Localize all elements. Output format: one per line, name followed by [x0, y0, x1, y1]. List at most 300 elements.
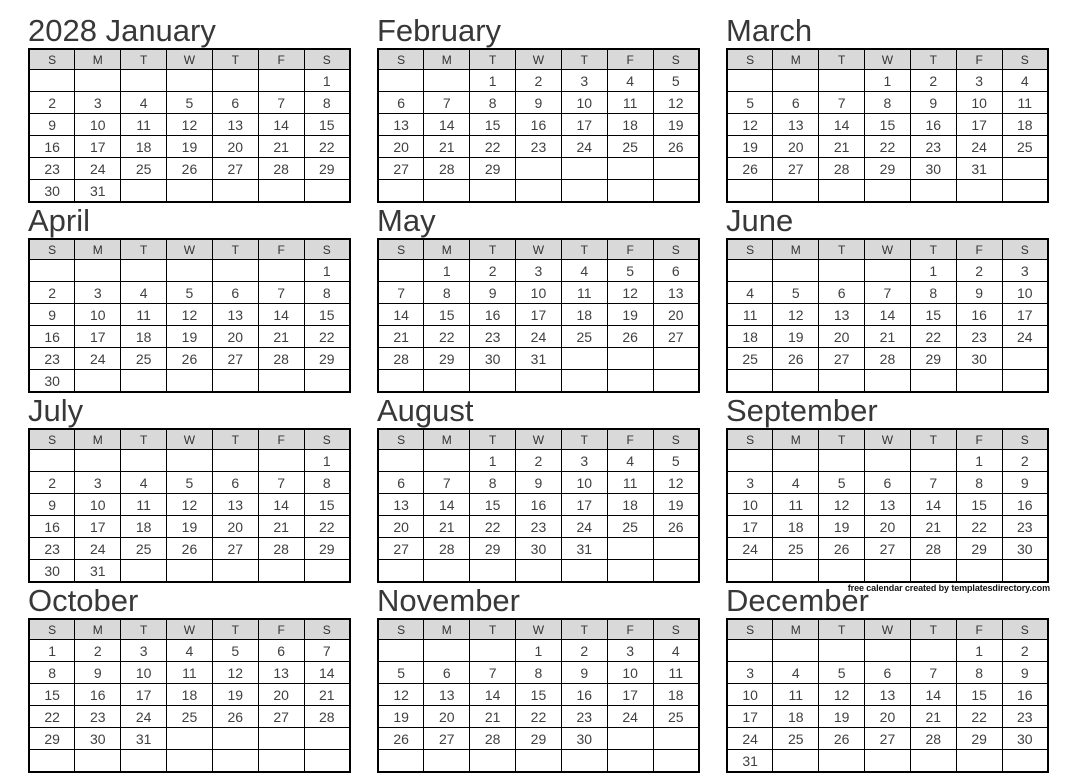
day-cell: 13: [212, 114, 258, 136]
day-cell: 15: [29, 684, 75, 706]
day-cell: 21: [424, 516, 470, 538]
day-cell: 7: [378, 282, 424, 304]
day-cell: 24: [727, 538, 773, 560]
day-cell: 5: [773, 282, 819, 304]
empty-day-cell: [167, 750, 213, 773]
day-header-cell: W: [865, 429, 911, 450]
day-cell: 23: [29, 158, 75, 180]
empty-day-cell: [75, 750, 121, 773]
day-cell: 4: [121, 282, 167, 304]
day-cell: 19: [653, 114, 699, 136]
day-header-cell: F: [956, 49, 1002, 70]
empty-day-cell: [561, 158, 607, 180]
day-cell: 26: [167, 538, 213, 560]
empty-day-cell: [378, 450, 424, 472]
day-cell: 5: [212, 640, 258, 662]
day-cell: 21: [819, 136, 865, 158]
day-cell: 24: [727, 728, 773, 750]
empty-day-cell: [727, 560, 773, 583]
month-title: 2028 January: [28, 13, 216, 48]
empty-day-cell: [212, 70, 258, 92]
day-cell: 22: [956, 706, 1002, 728]
day-header-cell: T: [470, 619, 516, 640]
day-cell: 2: [29, 472, 75, 494]
empty-day-cell: [773, 370, 819, 393]
day-cell: 27: [212, 158, 258, 180]
empty-day-cell: [121, 370, 167, 393]
day-cell: 29: [865, 158, 911, 180]
day-cell: 14: [258, 494, 304, 516]
empty-day-cell: [304, 370, 350, 393]
day-cell: 24: [75, 348, 121, 370]
day-cell: 21: [910, 706, 956, 728]
day-cell: 29: [424, 348, 470, 370]
month-table-body: [378, 260, 699, 393]
day-cell: 8: [470, 472, 516, 494]
day-cell: 19: [607, 304, 653, 326]
day-cell: 5: [819, 472, 865, 494]
day-cell: 10: [75, 114, 121, 136]
day-header-cell: S: [378, 429, 424, 450]
week-row: [727, 728, 1048, 750]
day-cell: 12: [212, 662, 258, 684]
empty-day-cell: [956, 370, 1002, 393]
day-cell: 3: [75, 92, 121, 114]
day-cell: 28: [378, 348, 424, 370]
day-cell: 21: [910, 516, 956, 538]
day-cell: 17: [1002, 304, 1048, 326]
day-header-cell: T: [819, 619, 865, 640]
week-row: [727, 750, 1048, 773]
day-cell: 19: [167, 516, 213, 538]
day-cell: 7: [424, 472, 470, 494]
month-table: [377, 618, 700, 773]
month-table: [377, 48, 700, 203]
day-cell: 26: [819, 728, 865, 750]
day-header-cell: T: [910, 49, 956, 70]
day-header-cell: T: [561, 429, 607, 450]
empty-day-cell: [727, 450, 773, 472]
week-row: [378, 260, 699, 282]
empty-day-cell: [1002, 180, 1048, 203]
day-cell: 7: [910, 662, 956, 684]
day-cell: 3: [956, 70, 1002, 92]
month-july: [28, 394, 351, 584]
day-cell: 3: [75, 282, 121, 304]
week-row: [378, 750, 699, 773]
day-cell: 14: [910, 684, 956, 706]
day-cell: 31: [956, 158, 1002, 180]
month-title: February: [377, 13, 502, 48]
day-cell: 19: [727, 136, 773, 158]
empty-day-cell: [121, 450, 167, 472]
month-table: [28, 48, 351, 203]
month-table-body: [727, 70, 1048, 203]
day-cell: 20: [653, 304, 699, 326]
day-header-row: [29, 49, 350, 70]
week-row: [378, 70, 699, 92]
day-header-cell: M: [424, 619, 470, 640]
day-cell: 20: [378, 516, 424, 538]
empty-day-cell: [910, 560, 956, 583]
empty-day-cell: [727, 640, 773, 662]
day-cell: 14: [470, 684, 516, 706]
day-cell: 23: [561, 706, 607, 728]
month-table-head: [378, 239, 699, 260]
day-cell: 1: [865, 70, 911, 92]
day-cell: 1: [910, 260, 956, 282]
week-row: [29, 450, 350, 472]
day-cell: 13: [258, 662, 304, 684]
day-cell: 10: [956, 92, 1002, 114]
month-table: [28, 428, 351, 583]
week-row: [727, 450, 1048, 472]
day-header-cell: T: [910, 239, 956, 260]
day-cell: 4: [773, 662, 819, 684]
empty-day-cell: [29, 750, 75, 773]
day-cell: 5: [378, 662, 424, 684]
day-cell: 8: [865, 92, 911, 114]
empty-day-cell: [378, 370, 424, 393]
empty-day-cell: [378, 640, 424, 662]
day-cell: 25: [121, 158, 167, 180]
empty-day-cell: [167, 728, 213, 750]
week-row: [727, 538, 1048, 560]
day-cell: 22: [304, 326, 350, 348]
week-row: [727, 70, 1048, 92]
day-cell: 25: [607, 136, 653, 158]
day-cell: 30: [516, 538, 562, 560]
day-cell: 1: [424, 260, 470, 282]
day-cell: 13: [773, 114, 819, 136]
week-row: [29, 494, 350, 516]
day-cell: 28: [424, 158, 470, 180]
empty-day-cell: [561, 180, 607, 203]
day-cell: 3: [1002, 260, 1048, 282]
day-cell: 25: [1002, 136, 1048, 158]
month-table-head: [727, 619, 1048, 640]
day-cell: 22: [424, 326, 470, 348]
empty-day-cell: [29, 70, 75, 92]
day-cell: 30: [29, 370, 75, 393]
day-cell: 16: [29, 516, 75, 538]
day-cell: 13: [424, 684, 470, 706]
empty-day-cell: [516, 750, 562, 773]
week-row: [727, 114, 1048, 136]
day-cell: 20: [865, 706, 911, 728]
month-2028-january: [28, 14, 351, 204]
day-cell: 3: [607, 640, 653, 662]
day-header-cell: T: [561, 49, 607, 70]
empty-day-cell: [75, 260, 121, 282]
day-cell: 1: [304, 70, 350, 92]
month-october: [28, 584, 351, 774]
week-row: [29, 370, 350, 393]
day-cell: 2: [561, 640, 607, 662]
day-cell: 12: [653, 92, 699, 114]
week-row: [378, 326, 699, 348]
day-cell: 5: [727, 92, 773, 114]
empty-day-cell: [258, 728, 304, 750]
week-row: [378, 136, 699, 158]
day-cell: 22: [304, 136, 350, 158]
day-cell: 6: [212, 282, 258, 304]
empty-day-cell: [212, 750, 258, 773]
day-header-cell: S: [29, 429, 75, 450]
empty-day-cell: [865, 370, 911, 393]
day-header-cell: W: [516, 239, 562, 260]
day-cell: 10: [121, 662, 167, 684]
day-cell: 11: [121, 304, 167, 326]
empty-day-cell: [727, 180, 773, 203]
day-header-cell: T: [819, 239, 865, 260]
day-cell: 13: [865, 494, 911, 516]
day-cell: 15: [470, 494, 516, 516]
empty-day-cell: [212, 370, 258, 393]
month-august: [377, 394, 700, 584]
month-june: [726, 204, 1049, 394]
empty-day-cell: [121, 750, 167, 773]
empty-day-cell: [607, 538, 653, 560]
day-cell: 12: [773, 304, 819, 326]
empty-day-cell: [258, 180, 304, 203]
day-cell: 19: [653, 494, 699, 516]
day-header-cell: M: [773, 619, 819, 640]
week-row: [378, 472, 699, 494]
empty-day-cell: [304, 728, 350, 750]
month-table: [28, 238, 351, 393]
day-header-cell: S: [304, 619, 350, 640]
day-header-cell: S: [1002, 429, 1048, 450]
day-cell: 26: [607, 326, 653, 348]
day-cell: 7: [258, 282, 304, 304]
week-row: [378, 684, 699, 706]
month-table: [377, 428, 700, 583]
month-title: July: [28, 393, 84, 428]
week-row: [378, 114, 699, 136]
empty-day-cell: [819, 450, 865, 472]
day-cell: 29: [910, 348, 956, 370]
day-cell: 15: [956, 494, 1002, 516]
day-header-cell: S: [727, 239, 773, 260]
day-cell: 24: [121, 706, 167, 728]
day-cell: 24: [75, 538, 121, 560]
day-cell: 28: [865, 348, 911, 370]
empty-day-cell: [727, 70, 773, 92]
day-cell: 24: [607, 706, 653, 728]
day-header-cell: W: [167, 429, 213, 450]
empty-day-cell: [865, 560, 911, 583]
day-cell: 18: [607, 494, 653, 516]
day-cell: 16: [470, 304, 516, 326]
day-cell: 10: [607, 662, 653, 684]
day-cell: 1: [29, 640, 75, 662]
day-header-cell: M: [424, 239, 470, 260]
day-cell: 25: [607, 516, 653, 538]
day-cell: 15: [470, 114, 516, 136]
day-cell: 9: [561, 662, 607, 684]
empty-day-cell: [653, 538, 699, 560]
day-cell: 16: [956, 304, 1002, 326]
empty-day-cell: [75, 450, 121, 472]
empty-day-cell: [773, 260, 819, 282]
week-row: [727, 640, 1048, 662]
day-cell: 10: [75, 494, 121, 516]
week-row: [29, 282, 350, 304]
day-cell: 13: [865, 684, 911, 706]
day-cell: 28: [819, 158, 865, 180]
week-row: [29, 114, 350, 136]
day-header-cell: F: [956, 429, 1002, 450]
empty-day-cell: [167, 260, 213, 282]
day-cell: 21: [304, 684, 350, 706]
day-cell: 3: [561, 450, 607, 472]
day-header-row: [727, 429, 1048, 450]
day-cell: 10: [561, 472, 607, 494]
empty-day-cell: [607, 180, 653, 203]
day-cell: 28: [258, 538, 304, 560]
month-title: June: [726, 203, 794, 238]
day-cell: 20: [212, 326, 258, 348]
empty-day-cell: [773, 450, 819, 472]
day-cell: 17: [121, 684, 167, 706]
week-row: [378, 92, 699, 114]
day-cell: 1: [516, 640, 562, 662]
month-table-head: [727, 429, 1048, 450]
day-cell: 27: [865, 538, 911, 560]
empty-day-cell: [653, 370, 699, 393]
day-cell: 11: [607, 92, 653, 114]
day-cell: 13: [378, 494, 424, 516]
day-cell: 30: [75, 728, 121, 750]
week-row: [29, 706, 350, 728]
week-row: [727, 370, 1048, 393]
day-cell: 29: [29, 728, 75, 750]
day-cell: 1: [956, 640, 1002, 662]
day-cell: 12: [607, 282, 653, 304]
day-cell: 20: [258, 684, 304, 706]
week-row: [378, 494, 699, 516]
day-header-cell: T: [910, 429, 956, 450]
day-cell: 27: [653, 326, 699, 348]
month-table-body: [727, 450, 1048, 583]
day-cell: 10: [1002, 282, 1048, 304]
day-cell: 16: [29, 326, 75, 348]
day-cell: 6: [212, 92, 258, 114]
day-header-cell: F: [258, 429, 304, 450]
month-title: October: [28, 583, 139, 618]
week-row: [727, 260, 1048, 282]
day-cell: 9: [956, 282, 1002, 304]
day-cell: 14: [424, 114, 470, 136]
week-row: [727, 472, 1048, 494]
day-cell: 1: [470, 450, 516, 472]
empty-day-cell: [212, 260, 258, 282]
day-cell: 4: [561, 260, 607, 282]
day-cell: 9: [516, 92, 562, 114]
day-header-cell: S: [304, 239, 350, 260]
empty-day-cell: [424, 370, 470, 393]
month-table-body: [378, 70, 699, 203]
day-cell: 17: [607, 684, 653, 706]
empty-day-cell: [819, 260, 865, 282]
empty-day-cell: [1002, 158, 1048, 180]
day-cell: 28: [424, 538, 470, 560]
week-row: [378, 282, 699, 304]
day-cell: 8: [516, 662, 562, 684]
day-cell: 31: [75, 560, 121, 583]
empty-day-cell: [121, 560, 167, 583]
empty-day-cell: [75, 70, 121, 92]
empty-day-cell: [910, 750, 956, 773]
day-cell: 8: [910, 282, 956, 304]
day-cell: 7: [819, 92, 865, 114]
day-cell: 2: [29, 92, 75, 114]
day-cell: 17: [561, 114, 607, 136]
day-cell: 20: [865, 516, 911, 538]
empty-day-cell: [1002, 560, 1048, 583]
day-cell: 20: [212, 136, 258, 158]
week-row: [727, 326, 1048, 348]
day-cell: 29: [304, 348, 350, 370]
empty-day-cell: [910, 180, 956, 203]
day-cell: 27: [212, 538, 258, 560]
month-table-body: [29, 640, 350, 773]
empty-day-cell: [424, 180, 470, 203]
empty-day-cell: [304, 180, 350, 203]
day-cell: 12: [819, 494, 865, 516]
day-cell: 3: [121, 640, 167, 662]
day-cell: 14: [910, 494, 956, 516]
day-cell: 11: [121, 114, 167, 136]
day-header-cell: F: [956, 619, 1002, 640]
empty-day-cell: [378, 560, 424, 583]
day-cell: 1: [956, 450, 1002, 472]
day-cell: 12: [378, 684, 424, 706]
day-cell: 5: [167, 92, 213, 114]
week-row: [29, 750, 350, 773]
day-cell: 30: [470, 348, 516, 370]
day-cell: 6: [865, 662, 911, 684]
day-cell: 27: [378, 538, 424, 560]
empty-day-cell: [865, 750, 911, 773]
month-march: [726, 14, 1049, 204]
day-cell: 23: [75, 706, 121, 728]
day-header-row: [29, 239, 350, 260]
day-cell: 15: [910, 304, 956, 326]
day-header-cell: T: [470, 239, 516, 260]
day-cell: 4: [727, 282, 773, 304]
day-header-row: [378, 239, 699, 260]
day-cell: 6: [212, 472, 258, 494]
day-cell: 28: [470, 728, 516, 750]
day-cell: 5: [819, 662, 865, 684]
day-cell: 2: [956, 260, 1002, 282]
day-cell: 12: [819, 684, 865, 706]
day-cell: 11: [727, 304, 773, 326]
empty-day-cell: [607, 560, 653, 583]
day-cell: 13: [378, 114, 424, 136]
empty-day-cell: [956, 560, 1002, 583]
week-row: [29, 136, 350, 158]
day-cell: 4: [167, 640, 213, 662]
day-cell: 24: [516, 326, 562, 348]
day-header-cell: T: [121, 49, 167, 70]
day-cell: 21: [258, 516, 304, 538]
day-cell: 14: [304, 662, 350, 684]
week-row: [29, 516, 350, 538]
day-cell: 8: [470, 92, 516, 114]
